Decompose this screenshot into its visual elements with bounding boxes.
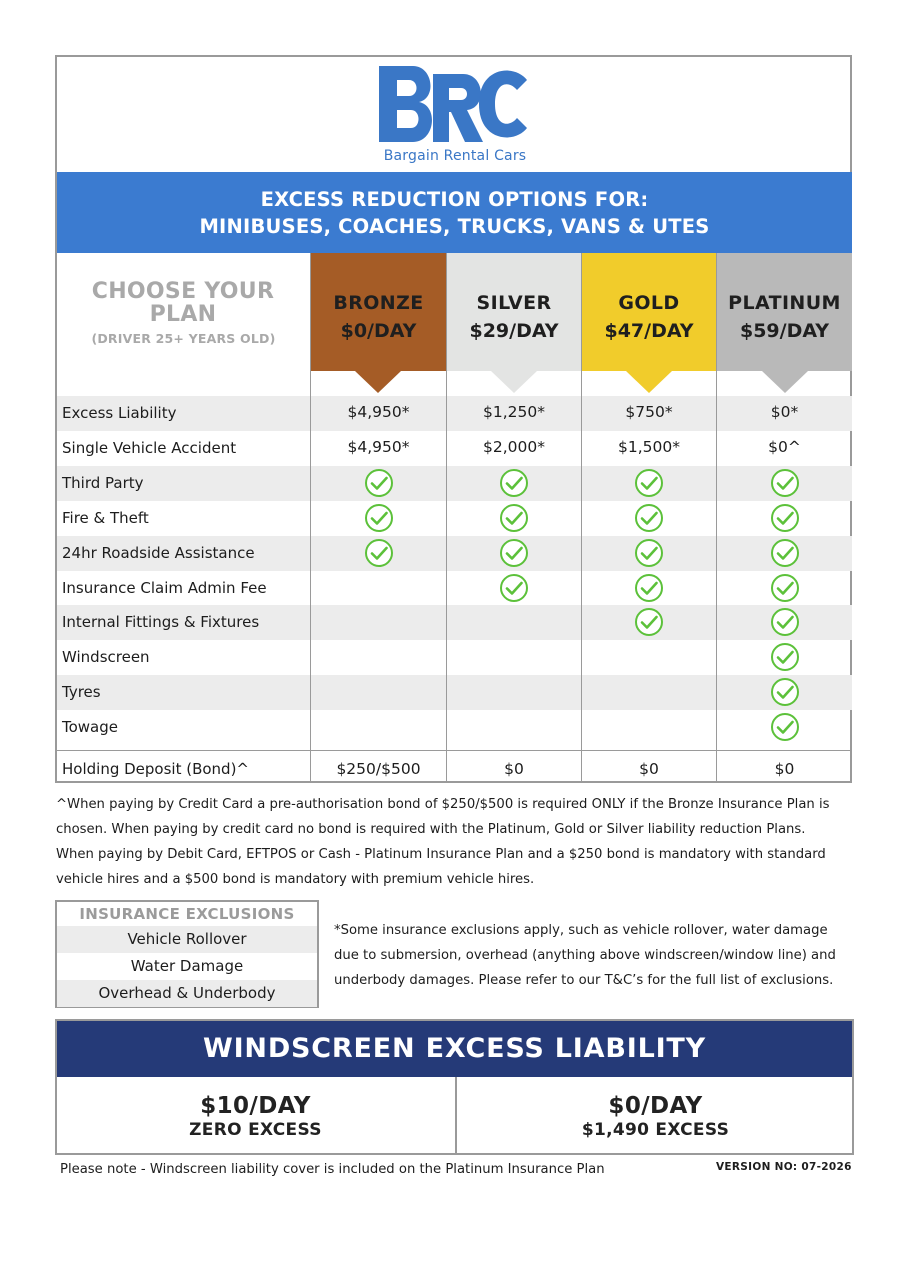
plan-price: $59/DAY	[739, 320, 830, 342]
check-icon	[499, 538, 529, 568]
feature-row	[57, 536, 852, 571]
plan-silver[interactable]	[447, 253, 581, 371]
exclusion-item: Water Damage	[130, 957, 244, 975]
value-platinum: $0^	[768, 438, 801, 456]
plan-bronze-arrow	[355, 371, 401, 393]
check-icon	[770, 503, 800, 533]
deposit-platinum: $0	[774, 760, 795, 778]
feature-row	[57, 710, 852, 745]
windscreen-price: $10/DAY	[200, 1093, 311, 1119]
plan-name: PLATINUM	[728, 292, 841, 314]
value-gold: $1,500*	[618, 438, 680, 456]
plan-name: SILVER	[476, 292, 552, 314]
exclusion-item: Overhead & Underbody	[57, 980, 317, 1007]
deposit-row	[57, 751, 852, 783]
check-icon	[634, 573, 664, 603]
check-icon	[634, 607, 664, 637]
feature-label: Insurance Claim Admin Fee	[62, 579, 267, 597]
exclusions-note: *Some insurance exclusions apply, such as vehicle rollover, water damage due to submersion, overhead (anything above windscreen/window line) and underbody damages. Please refer to our T&C’s for the full list of exclusions.	[334, 923, 836, 988]
logo-subtitle: Bargain Rental Cars	[383, 148, 527, 164]
check-icon	[364, 503, 394, 533]
choose-plan-cell	[57, 253, 310, 395]
plan-gold-arrow	[626, 371, 672, 393]
feature-label: Towage	[62, 718, 119, 736]
exclusions-title: INSURANCE EXCLUSIONS	[79, 905, 295, 923]
feature-label: Excess Liability	[62, 404, 177, 422]
check-icon	[499, 503, 529, 533]
check-icon	[770, 677, 800, 707]
feature-label: Third Party	[62, 474, 144, 492]
value-silver: $2,000*	[483, 438, 545, 456]
check-icon	[634, 538, 664, 568]
feature-label: Fire & Theft	[62, 509, 149, 527]
feature-row	[57, 571, 852, 606]
plan-platinum[interactable]	[717, 253, 852, 371]
plan-silver-arrow	[491, 371, 537, 393]
feature-row	[57, 431, 852, 466]
windscreen-note: Please note - Windscreen liability cover is included on the Platinum Insurance Plan	[60, 1162, 605, 1177]
column-divider	[310, 253, 311, 783]
plan-bronze[interactable]	[311, 253, 446, 371]
header-line-2: MINIBUSES, COACHES, TRUCKS, VANS & UTES	[199, 215, 710, 238]
check-icon	[770, 642, 800, 672]
feature-row	[57, 466, 852, 501]
windscreen-title: WINDSCREEN EXCESS LIABILITY	[57, 1021, 852, 1077]
check-icon	[364, 468, 394, 498]
version-number: VERSION NO: 07-2026	[716, 1161, 852, 1173]
plan-price: $47/DAY	[604, 320, 694, 342]
feature-row	[57, 675, 852, 710]
deposit-label: Holding Deposit (Bond)^	[62, 760, 249, 778]
plan-price: $0/DAY	[340, 320, 417, 342]
feature-row	[57, 501, 852, 536]
exclusion-item: Vehicle Rollover	[57, 926, 317, 953]
feature-label: Windscreen	[62, 648, 150, 666]
value-bronze: $4,950*	[347, 403, 410, 421]
choose-plan-subtitle: (DRIVER 25+ YEARS OLD)	[91, 331, 276, 346]
check-icon	[770, 573, 800, 603]
column-divider	[446, 253, 447, 783]
value-silver: $1,250*	[483, 403, 545, 421]
check-icon	[499, 573, 529, 603]
exclusions-box	[55, 900, 319, 1008]
check-icon	[770, 607, 800, 637]
value-gold: $750*	[625, 403, 673, 421]
deposit-silver: $0	[504, 760, 524, 778]
column-divider	[716, 253, 717, 783]
deposit-bronze: $250/$500	[336, 760, 421, 778]
check-icon	[770, 712, 800, 742]
windscreen-excess: $1,490 EXCESS	[581, 1120, 730, 1140]
windscreen-option-zero-excess[interactable]	[57, 1077, 454, 1153]
check-icon	[634, 468, 664, 498]
feature-label: Single Vehicle Accident	[62, 439, 237, 457]
choose-plan-title: CHOOSE YOUR PLAN	[91, 279, 275, 327]
windscreen-box	[55, 1019, 854, 1155]
bond-footnote: ^When paying by Credit Card a pre-authorisation bond of $250/$500 is required ONLY if the Bronze Insurance Plan is chosen. When paying by credit card no bond is required with the Platinum, Gold or Silver liability reduction Plans. When paying by Debit Card, EFTPOS or Cash - Platinum Insurance Plan and a $250 bond is mandatory with standard vehicle hires and a $500 bond is mandatory with premium vehicle hires.	[56, 797, 830, 887]
windscreen-excess: ZERO EXCESS	[189, 1120, 322, 1140]
deposit-gold: $0	[639, 760, 659, 778]
check-icon	[499, 468, 529, 498]
plan-platinum-arrow	[762, 371, 808, 393]
column-divider	[581, 253, 582, 783]
header-line-1: EXCESS REDUCTION OPTIONS FOR:	[260, 188, 649, 211]
header-band	[57, 172, 852, 253]
check-icon	[634, 503, 664, 533]
feature-row	[57, 396, 852, 431]
feature-row	[57, 640, 852, 675]
plan-price: $29/DAY	[469, 320, 559, 342]
plan-name: BRONZE	[333, 292, 424, 314]
feature-label: Internal Fittings & Fixtures	[62, 613, 260, 631]
plan-name: GOLD	[618, 292, 680, 314]
feature-row	[57, 605, 852, 640]
feature-label: Tyres	[62, 683, 101, 701]
value-platinum: $0*	[770, 403, 799, 421]
value-bronze: $4,950*	[347, 438, 410, 456]
windscreen-price: $0/DAY	[608, 1093, 703, 1119]
feature-label: 24hr Roadside Assistance	[62, 544, 255, 562]
plan-gold[interactable]	[582, 253, 716, 371]
check-icon	[770, 468, 800, 498]
check-icon	[364, 538, 394, 568]
windscreen-option-standard-excess[interactable]	[457, 1077, 854, 1153]
check-icon	[770, 538, 800, 568]
